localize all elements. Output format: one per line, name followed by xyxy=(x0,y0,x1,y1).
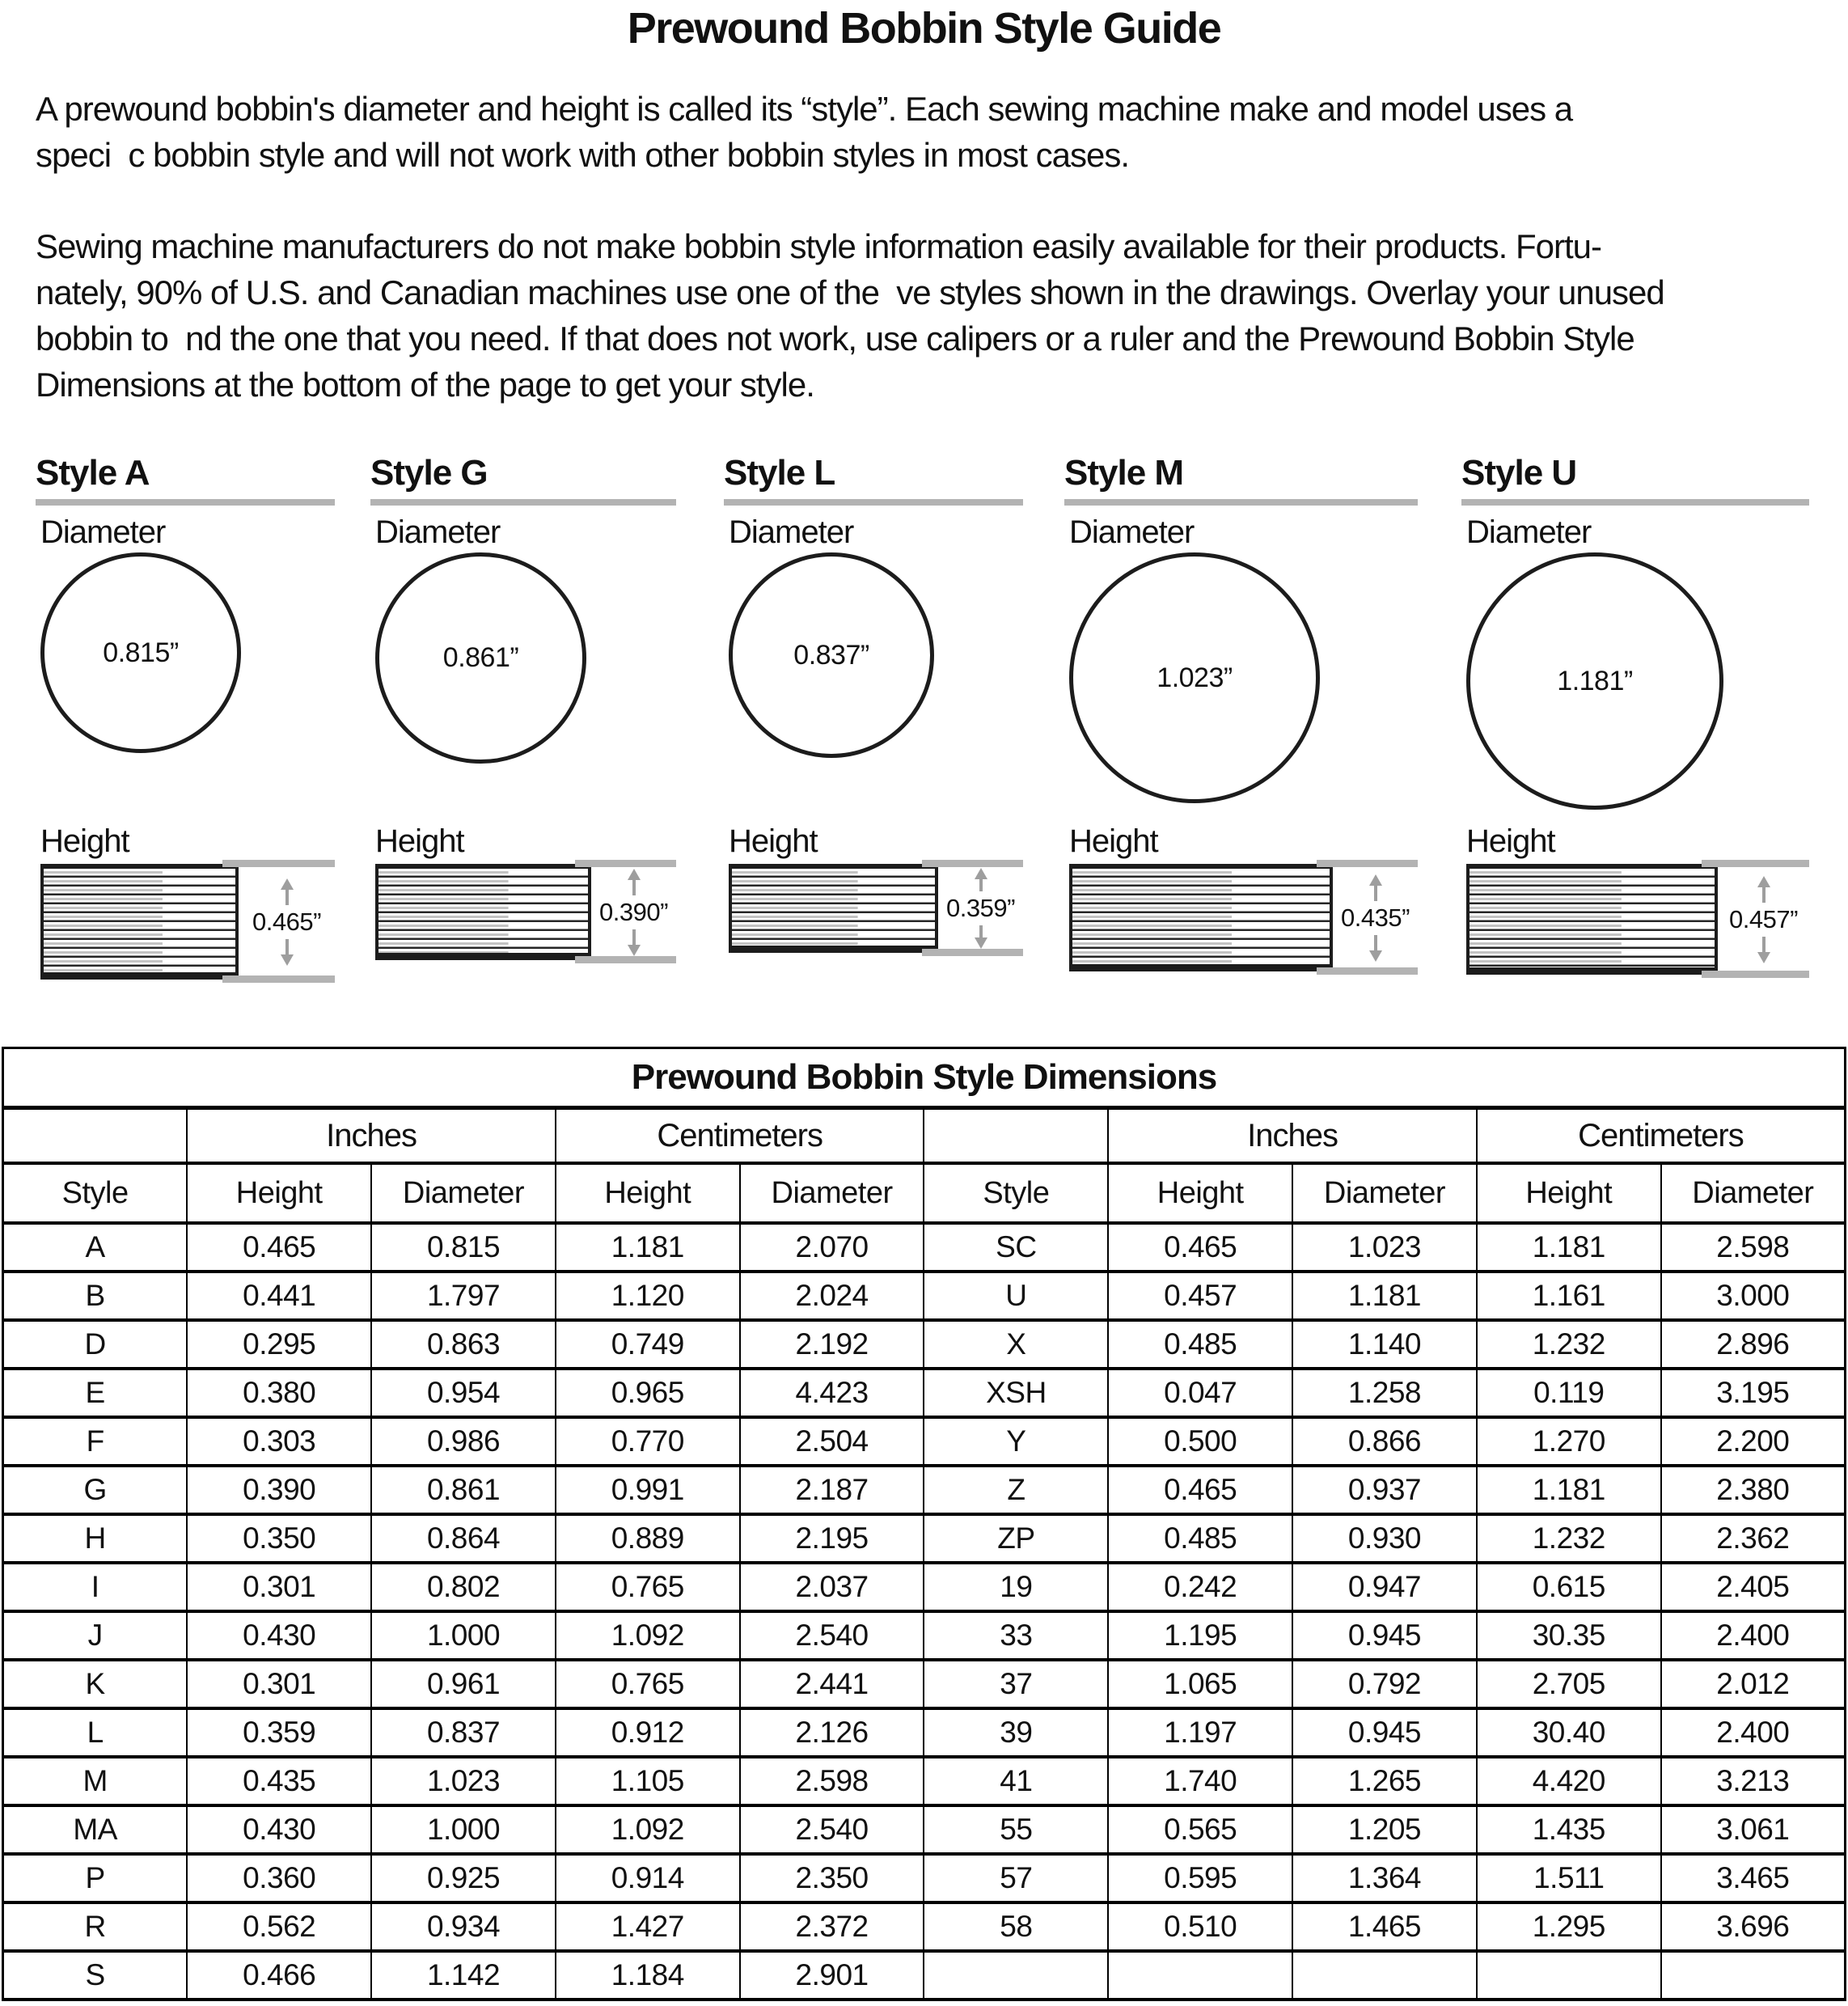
table-cell: 2.380 xyxy=(1661,1466,1846,1514)
height-value: 0.359” xyxy=(946,894,1015,922)
paragraph-line: speci c bobbin style and will not work with other bobbin styles in most cases. xyxy=(36,136,1130,174)
table-cell: 0.986 xyxy=(371,1417,556,1466)
table-cell: 2.195 xyxy=(740,1514,924,1563)
group-header-spacer xyxy=(924,1108,1108,1164)
table-cell: 1.205 xyxy=(1292,1805,1477,1854)
table-cell: 1.092 xyxy=(556,1611,740,1660)
column-header-diameter: Diameter xyxy=(1292,1163,1477,1223)
diameter-label: Diameter xyxy=(375,514,501,550)
table-cell: 0.912 xyxy=(556,1708,740,1757)
table-cell: 0.430 xyxy=(187,1611,371,1660)
table-cell xyxy=(1292,1951,1477,2000)
table-cell: 1.295 xyxy=(1477,1902,1661,1951)
style-diagram-l xyxy=(724,453,1023,1047)
column-header-height: Height xyxy=(1477,1163,1661,1223)
height-rect xyxy=(1069,864,1333,971)
table-cell: 0.465 xyxy=(1108,1466,1292,1514)
table-cell: 1.065 xyxy=(1108,1660,1292,1708)
table-cell: 0.510 xyxy=(1108,1902,1292,1951)
table-cell: 0.430 xyxy=(187,1805,371,1854)
table-cell: 1.000 xyxy=(371,1611,556,1660)
table-cell: B xyxy=(3,1272,188,1320)
table-cell: X xyxy=(924,1320,1108,1369)
table-cell: 1.023 xyxy=(371,1757,556,1805)
table-cell: 0.562 xyxy=(187,1902,371,1951)
intro-paragraph-2 xyxy=(36,223,1664,408)
arrow-up-icon xyxy=(1365,874,1386,902)
table-cell: 58 xyxy=(924,1902,1108,1951)
table-cell: 1.364 xyxy=(1292,1854,1477,1902)
table-cell: 0.359 xyxy=(187,1708,371,1757)
arrow-down-icon xyxy=(1753,936,1774,963)
table-cell: 1.195 xyxy=(1108,1611,1292,1660)
table-cell: 0.954 xyxy=(371,1369,556,1417)
style-heading: Style G xyxy=(370,453,488,493)
diameter-value: 1.181” xyxy=(1557,665,1633,696)
heading-underline xyxy=(724,499,1023,506)
table-cell: 1.740 xyxy=(1108,1757,1292,1805)
table-cell: 2.400 xyxy=(1661,1708,1846,1757)
height-value: 0.457” xyxy=(1729,904,1798,933)
table-cell: 1.105 xyxy=(556,1757,740,1805)
table-cell: 2.372 xyxy=(740,1902,924,1951)
column-header-diameter: Diameter xyxy=(371,1163,556,1223)
table-cell: 0.889 xyxy=(556,1514,740,1563)
table-cell: 0.303 xyxy=(187,1417,371,1466)
table-cell: E xyxy=(3,1369,188,1417)
table-cell: A xyxy=(3,1223,188,1272)
table-cell: 2.598 xyxy=(740,1757,924,1805)
table-cell: 0.465 xyxy=(1108,1223,1292,1272)
table-cell: 0.765 xyxy=(556,1660,740,1708)
table-cell: G xyxy=(3,1466,188,1514)
table-cell: 0.295 xyxy=(187,1320,371,1369)
heading-underline xyxy=(370,499,676,506)
table-cell: 0.360 xyxy=(187,1854,371,1902)
table-cell: J xyxy=(3,1611,188,1660)
table-cell: 3.696 xyxy=(1661,1902,1846,1951)
style-diagram-m xyxy=(1064,453,1418,1047)
table-row xyxy=(3,1320,1846,1369)
dimensions-table xyxy=(2,1047,1846,2001)
table-cell: 1.184 xyxy=(556,1951,740,2000)
table-cell: 2.901 xyxy=(740,1951,924,2000)
diameter-circle xyxy=(40,552,241,753)
table-cell: 0.961 xyxy=(371,1660,556,1708)
table-cell: 19 xyxy=(924,1563,1108,1611)
table-cell: 2.705 xyxy=(1477,1660,1661,1708)
diameter-label: Diameter xyxy=(729,514,854,550)
unit-header-centimeters: Centimeters xyxy=(1477,1108,1846,1164)
table-cell: 1.120 xyxy=(556,1272,740,1320)
table-cell: 39 xyxy=(924,1708,1108,1757)
table-cell: 0.815 xyxy=(371,1223,556,1272)
diameter-circle xyxy=(375,552,586,764)
column-header-diameter: Diameter xyxy=(740,1163,924,1223)
group-header-spacer xyxy=(3,1108,188,1164)
table-cell: 0.457 xyxy=(1108,1272,1292,1320)
column-header-style: Style xyxy=(3,1163,188,1223)
table-cell: I xyxy=(3,1563,188,1611)
table-cell: 0.500 xyxy=(1108,1417,1292,1466)
table-row xyxy=(3,1902,1846,1951)
table-unit-header-row xyxy=(3,1108,1846,1164)
table-cell: 0.837 xyxy=(371,1708,556,1757)
unit-header-centimeters: Centimeters xyxy=(556,1108,924,1164)
table-cell: 0.441 xyxy=(187,1272,371,1320)
table-cell: 1.258 xyxy=(1292,1369,1477,1417)
table-row xyxy=(3,1805,1846,1854)
diameter-label: Diameter xyxy=(1466,514,1592,550)
table-cell: 2.441 xyxy=(740,1660,924,1708)
table-cell: Z xyxy=(924,1466,1108,1514)
table-cell: 1.232 xyxy=(1477,1320,1661,1369)
style-diagram-a xyxy=(36,453,335,1047)
arrow-up-icon xyxy=(1753,876,1774,904)
paragraph-line: A prewound bobbin's diameter and height is called its “style”. Each sewing machine make and model uses a xyxy=(36,90,1573,128)
height-value: 0.390” xyxy=(599,897,668,926)
diameter-circle xyxy=(1466,552,1723,810)
intro-paragraph-1 xyxy=(36,86,1572,178)
arrow-down-icon xyxy=(624,929,645,956)
table-cell: 4.423 xyxy=(740,1369,924,1417)
table-cell: 0.945 xyxy=(1292,1708,1477,1757)
table-row xyxy=(3,1223,1846,1272)
table-cell xyxy=(1477,1951,1661,2000)
table-row xyxy=(3,1514,1846,1563)
column-header-diameter: Diameter xyxy=(1661,1163,1846,1223)
table-cell: 0.947 xyxy=(1292,1563,1477,1611)
table-cell: SC xyxy=(924,1223,1108,1272)
table-row xyxy=(3,1466,1846,1514)
height-value: 0.435” xyxy=(1341,903,1410,932)
table-cell: 37 xyxy=(924,1660,1108,1708)
table-row xyxy=(3,1563,1846,1611)
table-cell: 0.435 xyxy=(187,1757,371,1805)
table-cell: P xyxy=(3,1854,188,1902)
height-dimension xyxy=(239,864,335,980)
table-cell: 1.435 xyxy=(1477,1805,1661,1854)
column-header-height: Height xyxy=(1108,1163,1292,1223)
table-cell: 2.070 xyxy=(740,1223,924,1272)
table-cell: 0.861 xyxy=(371,1466,556,1514)
table-cell: 0.615 xyxy=(1477,1563,1661,1611)
table-cell: 1.140 xyxy=(1292,1320,1477,1369)
table-cell: 1.511 xyxy=(1477,1854,1661,1902)
height-label: Height xyxy=(1466,823,1555,859)
table-column-header-row xyxy=(3,1163,1846,1223)
table-cell: 0.866 xyxy=(1292,1417,1477,1466)
height-label: Height xyxy=(40,823,129,859)
table-cell: 0.934 xyxy=(371,1902,556,1951)
table-cell: 0.863 xyxy=(371,1320,556,1369)
table-cell: 2.350 xyxy=(740,1854,924,1902)
table-cell: 1.270 xyxy=(1477,1417,1661,1466)
table-cell: F xyxy=(3,1417,188,1466)
table-cell: 57 xyxy=(924,1854,1108,1902)
table-cell: 0.749 xyxy=(556,1320,740,1369)
table-cell: 0.802 xyxy=(371,1563,556,1611)
column-header-height: Height xyxy=(556,1163,740,1223)
table-cell: 0.485 xyxy=(1108,1514,1292,1563)
table-cell: U xyxy=(924,1272,1108,1320)
table-cell: 1.797 xyxy=(371,1272,556,1320)
table-cell: 0.925 xyxy=(371,1854,556,1902)
table-cell: 0.301 xyxy=(187,1660,371,1708)
height-rect xyxy=(729,864,938,953)
height-dimension xyxy=(1718,864,1809,975)
height-dimension xyxy=(1333,864,1418,971)
table-cell: 0.914 xyxy=(556,1854,740,1902)
table-cell: 0.390 xyxy=(187,1466,371,1514)
heading-underline xyxy=(36,499,335,506)
table-cell: 1.000 xyxy=(371,1805,556,1854)
table-title: Prewound Bobbin Style Dimensions xyxy=(3,1048,1846,1108)
height-dimension xyxy=(591,864,676,960)
diameter-label: Diameter xyxy=(40,514,166,550)
table-cell: 3.195 xyxy=(1661,1369,1846,1417)
unit-header-inches: Inches xyxy=(1108,1108,1477,1164)
table-cell: 1.181 xyxy=(1477,1466,1661,1514)
table-cell: 0.380 xyxy=(187,1369,371,1417)
style-heading: Style U xyxy=(1461,453,1577,493)
table-row xyxy=(3,1757,1846,1805)
table-cell: 1.161 xyxy=(1477,1272,1661,1320)
table-row xyxy=(3,1708,1846,1757)
unit-header-inches: Inches xyxy=(187,1108,556,1164)
table-cell: 1.181 xyxy=(556,1223,740,1272)
style-heading: Style A xyxy=(36,453,150,493)
table-cell xyxy=(1108,1951,1292,2000)
table-cell: XSH xyxy=(924,1369,1108,1417)
diameter-circle xyxy=(729,552,934,758)
table-cell: 1.181 xyxy=(1292,1272,1477,1320)
table-cell: 0.937 xyxy=(1292,1466,1477,1514)
table-cell: 0.485 xyxy=(1108,1320,1292,1369)
table-cell: 0.864 xyxy=(371,1514,556,1563)
table-cell: 2.504 xyxy=(740,1417,924,1466)
arrow-down-icon xyxy=(971,925,992,949)
table-cell: 1.181 xyxy=(1477,1223,1661,1272)
table-cell: 0.466 xyxy=(187,1951,371,2000)
table-cell: 0.765 xyxy=(556,1563,740,1611)
paragraph-line: Dimensions at the bottom of the page to get your style. xyxy=(36,366,814,404)
table-cell: 1.197 xyxy=(1108,1708,1292,1757)
height-dimension xyxy=(938,864,1023,953)
table-row xyxy=(3,1611,1846,1660)
paragraph-line: bobbin to nd the one that you need. If that does not work, use calipers or a ruler and the Prewound Bobbin Style xyxy=(36,320,1634,358)
table-cell: 0.930 xyxy=(1292,1514,1477,1563)
table-cell: 0.119 xyxy=(1477,1369,1661,1417)
height-rect xyxy=(40,864,239,980)
table-cell xyxy=(924,1951,1108,2000)
style-diagram-u xyxy=(1461,453,1809,1047)
table-row xyxy=(3,1660,1846,1708)
table-cell: 2.540 xyxy=(740,1611,924,1660)
table-cell: 33 xyxy=(924,1611,1108,1660)
column-header-height: Height xyxy=(187,1163,371,1223)
table-cell: 1.023 xyxy=(1292,1223,1477,1272)
table-cell: 2.598 xyxy=(1661,1223,1846,1272)
table-cell: 41 xyxy=(924,1757,1108,1805)
table-row xyxy=(3,1854,1846,1902)
table-cell: D xyxy=(3,1320,188,1369)
table-cell: 55 xyxy=(924,1805,1108,1854)
dimensions-table-body xyxy=(3,1223,1846,2000)
page-title: Prewound Bobbin Style Guide xyxy=(627,4,1221,53)
table-cell: S xyxy=(3,1951,188,2000)
table-cell: L xyxy=(3,1708,188,1757)
table-cell: 4.420 xyxy=(1477,1757,1661,1805)
table-cell: 2.187 xyxy=(740,1466,924,1514)
style-diagrams xyxy=(0,453,1848,1047)
table-cell: 1.265 xyxy=(1292,1757,1477,1805)
table-cell: M xyxy=(3,1757,188,1805)
table-cell: 30.35 xyxy=(1477,1611,1661,1660)
diameter-value: 1.023” xyxy=(1157,662,1233,693)
diameter-value: 0.815” xyxy=(103,637,179,668)
diameter-circle xyxy=(1069,552,1320,803)
heading-underline xyxy=(1064,499,1418,506)
table-cell: K xyxy=(3,1660,188,1708)
table-cell: 1.465 xyxy=(1292,1902,1477,1951)
table-cell: 2.037 xyxy=(740,1563,924,1611)
table-cell: Y xyxy=(924,1417,1108,1466)
table-cell: ZP xyxy=(924,1514,1108,1563)
table-cell: 3.061 xyxy=(1661,1805,1846,1854)
table-cell: 0.965 xyxy=(556,1369,740,1417)
paragraph-line: Sewing machine manufacturers do not make bobbin style information easily available for their products. Fortu- xyxy=(36,227,1602,265)
table-cell: 0.792 xyxy=(1292,1660,1477,1708)
table-cell: 2.012 xyxy=(1661,1660,1846,1708)
table-cell: 0.565 xyxy=(1108,1805,1292,1854)
arrow-up-icon xyxy=(277,878,298,906)
table-row xyxy=(3,1951,1846,2000)
arrow-up-icon xyxy=(624,869,645,896)
table-cell: 0.350 xyxy=(187,1514,371,1563)
table-cell: 0.945 xyxy=(1292,1611,1477,1660)
table-cell: 2.896 xyxy=(1661,1320,1846,1369)
table-cell: 0.047 xyxy=(1108,1369,1292,1417)
style-heading: Style L xyxy=(724,453,835,493)
heading-underline xyxy=(1461,499,1809,506)
diameter-label: Diameter xyxy=(1069,514,1195,550)
table-cell: 3.213 xyxy=(1661,1757,1846,1805)
height-rect xyxy=(375,864,591,960)
arrow-down-icon xyxy=(1365,934,1386,962)
table-title-row xyxy=(3,1048,1846,1108)
diameter-value: 0.837” xyxy=(793,639,869,671)
table-cell: 1.427 xyxy=(556,1902,740,1951)
table-cell: 0.595 xyxy=(1108,1854,1292,1902)
arrow-down-icon xyxy=(277,938,298,966)
table-cell: 1.142 xyxy=(371,1951,556,2000)
table-cell: 0.242 xyxy=(1108,1563,1292,1611)
table-cell: 0.465 xyxy=(187,1223,371,1272)
table-cell: 0.301 xyxy=(187,1563,371,1611)
table-cell: 0.770 xyxy=(556,1417,740,1466)
style-heading: Style M xyxy=(1064,453,1184,493)
table-cell: 30.40 xyxy=(1477,1708,1661,1757)
table-cell xyxy=(1661,1951,1846,2000)
paragraph-line: nately, 90% of U.S. and Canadian machines use one of the ve styles shown in the drawings. Overlay your unused xyxy=(36,273,1664,311)
height-rect xyxy=(1466,864,1718,975)
table-cell: 2.400 xyxy=(1661,1611,1846,1660)
table-cell: 2.192 xyxy=(740,1320,924,1369)
table-row xyxy=(3,1369,1846,1417)
table-cell: R xyxy=(3,1902,188,1951)
table-cell: 2.126 xyxy=(740,1708,924,1757)
arrow-up-icon xyxy=(971,868,992,892)
table-cell: 3.000 xyxy=(1661,1272,1846,1320)
table-cell: 2.200 xyxy=(1661,1417,1846,1466)
height-value: 0.465” xyxy=(252,907,321,936)
table-cell: 0.991 xyxy=(556,1466,740,1514)
table-cell: 2.024 xyxy=(740,1272,924,1320)
height-label: Height xyxy=(375,823,464,859)
height-label: Height xyxy=(729,823,818,859)
diameter-value: 0.861” xyxy=(442,642,519,673)
table-row xyxy=(3,1272,1846,1320)
table-cell: 2.405 xyxy=(1661,1563,1846,1611)
table-cell: 3.465 xyxy=(1661,1854,1846,1902)
style-diagram-g xyxy=(370,453,676,1047)
table-cell: 1.092 xyxy=(556,1805,740,1854)
table-row xyxy=(3,1417,1846,1466)
table-cell: MA xyxy=(3,1805,188,1854)
table-cell: 2.540 xyxy=(740,1805,924,1854)
column-header-style: Style xyxy=(924,1163,1108,1223)
table-cell: 1.232 xyxy=(1477,1514,1661,1563)
height-label: Height xyxy=(1069,823,1158,859)
table-cell: H xyxy=(3,1514,188,1563)
table-cell: 2.362 xyxy=(1661,1514,1846,1563)
